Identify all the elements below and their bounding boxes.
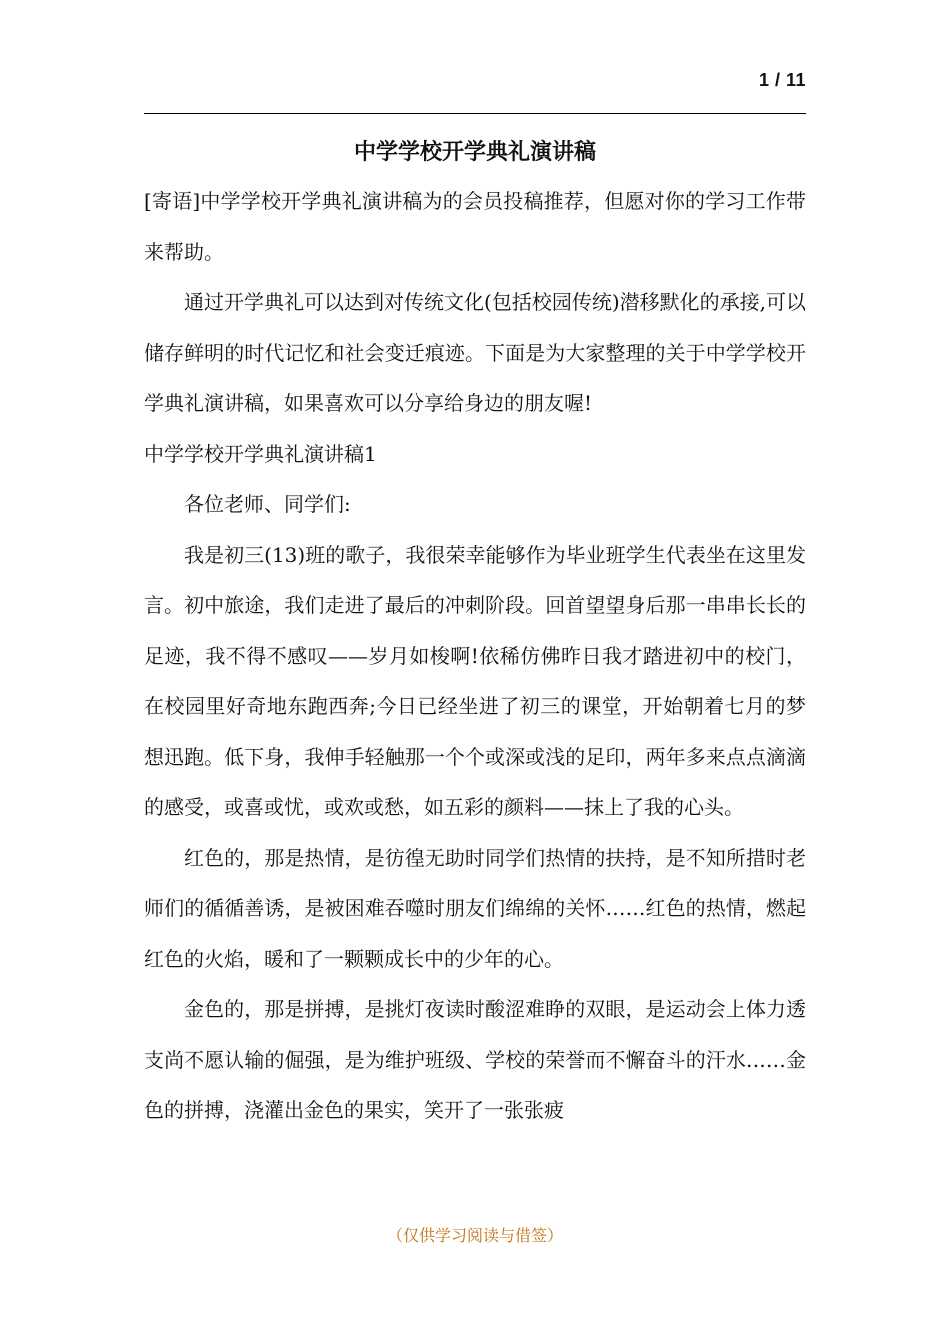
- intro-paragraph: 通过开学典礼可以达到对传统文化(包括校园传统)潜移默化的承接,可以储存鲜明的时代记忆和社会变迁痕迹。下面是为大家整理的关于中学学校开学典礼演讲稿，如果喜欢可以分享给身边的朋友喔!: [144, 290, 806, 415]
- section-heading: 中学学校开学典礼演讲稿1: [144, 441, 377, 466]
- footer-note: （仅供学习阅读与借签）: [386, 1226, 563, 1245]
- salutation: 各位老师、同学们:: [184, 492, 351, 516]
- body-paragraph: 金色的，那是拼搏，是挑灯夜读时酸涩难睁的双眼，是运动会上体力透支尚不愿认输的倔强，是为维护班级、学校的荣誉而不懈奋斗的汗水……金色的拼搏，浇灌出金色的果实，笑开了一张张疲: [144, 997, 806, 1122]
- preface-paragraph: [寄语]中学学校开学典礼演讲稿为的会员投稿推荐，但愿对你的学习工作带来帮助。: [144, 189, 806, 264]
- header-divider: [144, 113, 806, 114]
- body-paragraph: 我是初三(13)班的歌子，我很荣幸能够作为毕业班学生代表坐在这里发言。初中旅途，我们走进了最后的冲刺阶段。回首望望身后那一串串长长的足迹，我不得不感叹——岁月如梭啊!依稀仿佛昨日我才踏进初中的校门，在校园里好奇地东跑西奔;今日已经坐进了初三的课堂，开始朝着七月的梦想迅跑。低下身，我伸手轻触那一个个或深或浅的足印，两年多来点点滴滴的感受，或喜或忧，或欢或愁，如五彩的颜料——抹上了我的心头。: [144, 542, 806, 819]
- document-body: [144, 176, 806, 1136]
- document-title: 中学学校开学典礼演讲稿: [353, 139, 596, 165]
- body-paragraph: 红色的，那是热情，是彷徨无助时同学们热情的扶持，是不知所措时老师们的循循善诱，是被困难吞噬时朋友们绵绵的关怀……红色的热情，燃起红色的火焰，暖和了一颗颗成长中的少年的心。: [144, 845, 806, 971]
- page-number: 1 / 11: [758, 70, 806, 90]
